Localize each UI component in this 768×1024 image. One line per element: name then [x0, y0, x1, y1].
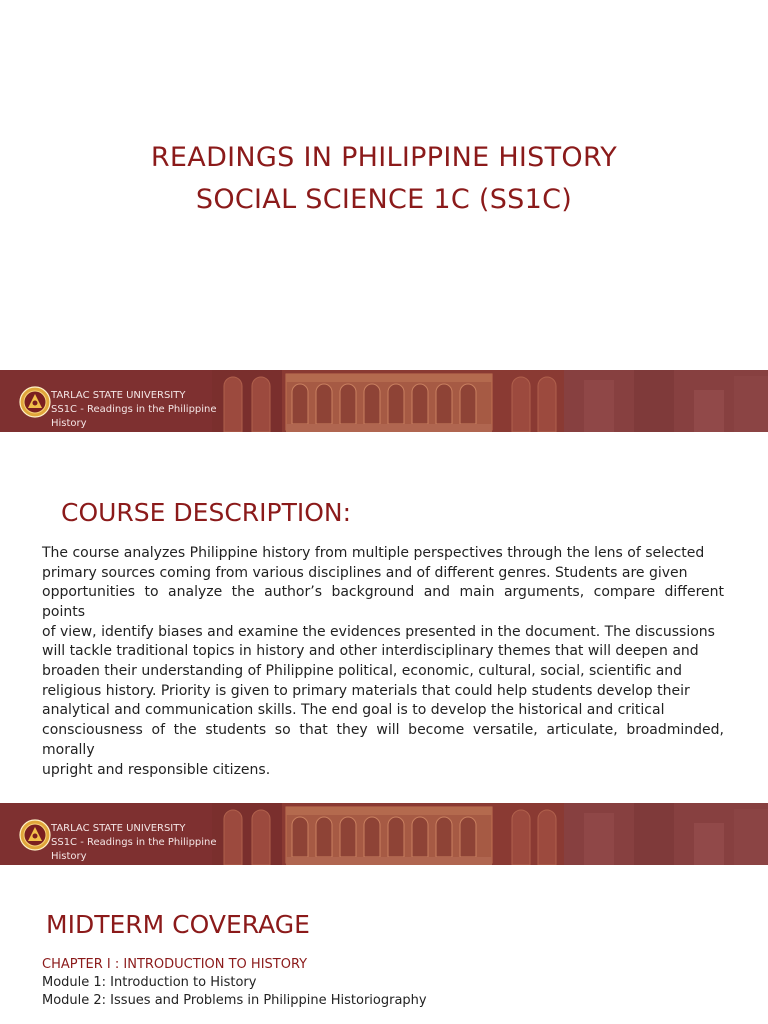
module-item: Module 1: Introduction to History [42, 975, 257, 990]
banner-text [51, 389, 231, 431]
course-subtitle: SOCIAL SCIENCE 1C (SS1C) [195, 184, 573, 215]
description-line: The course analyzes Philippine history from multiple perspectives through the lens of selected [42, 545, 705, 561]
course-description-heading: COURSE DESCRIPTION: [61, 498, 352, 527]
banner-texture [564, 370, 768, 432]
building-facade-image [212, 803, 564, 865]
module-item: Module 2: Issues and Problems in Philippine Historiography [42, 993, 427, 1008]
university-seal-icon [19, 386, 51, 418]
description-line: opportunities to analyze the author’s background and main arguments, compare different [42, 584, 724, 600]
chapter-title: CHAPTER I : INTRODUCTION TO HISTORY [42, 957, 308, 972]
course-name-line1: SS1C - Readings in the Philippine [51, 837, 217, 848]
description-line: morally [42, 742, 95, 758]
university-name: TARLAC STATE UNIVERSITY [51, 390, 186, 401]
university-name: TARLAC STATE UNIVERSITY [51, 823, 186, 834]
course-title: READINGS IN PHILIPPINE HISTORY [150, 142, 618, 173]
description-line: broaden their understanding of Philippine political, economic, cultural, social, scientific and [42, 663, 683, 679]
midterm-coverage-slide [0, 865, 768, 1024]
university-banner [0, 370, 768, 432]
description-line: primary sources coming from various disciplines and of different genres. Students are given [42, 565, 688, 581]
course-name-line2: History [51, 418, 87, 429]
course-name-line1: SS1C - Readings in the Philippine [51, 404, 217, 415]
title-slide [0, 0, 768, 370]
description-line: of view, identify biases and examine the evidences presented in the document. The discussions [42, 624, 715, 640]
description-line: upright and responsible citizens. [42, 762, 271, 778]
description-line: analytical and communication skills. The end goal is to develop the historical and critical [42, 702, 665, 718]
course-description-slide [0, 432, 768, 803]
midterm-heading: MIDTERM COVERAGE [46, 910, 310, 939]
course-name-line2: History [51, 851, 87, 862]
university-seal-icon [19, 819, 51, 851]
description-line: consciousness of the students so that they will become versatile, articulate, broadminded, [42, 722, 724, 738]
description-line: will tackle traditional topics in history and other interdisciplinary themes that will deepen and [42, 643, 699, 659]
banner-texture [564, 803, 768, 865]
description-line: points [42, 604, 85, 620]
description-line: religious history. Priority is given to primary materials that could help students develop their [42, 683, 690, 699]
building-facade-image [212, 370, 564, 432]
banner-text [51, 822, 231, 864]
university-banner [0, 803, 768, 865]
